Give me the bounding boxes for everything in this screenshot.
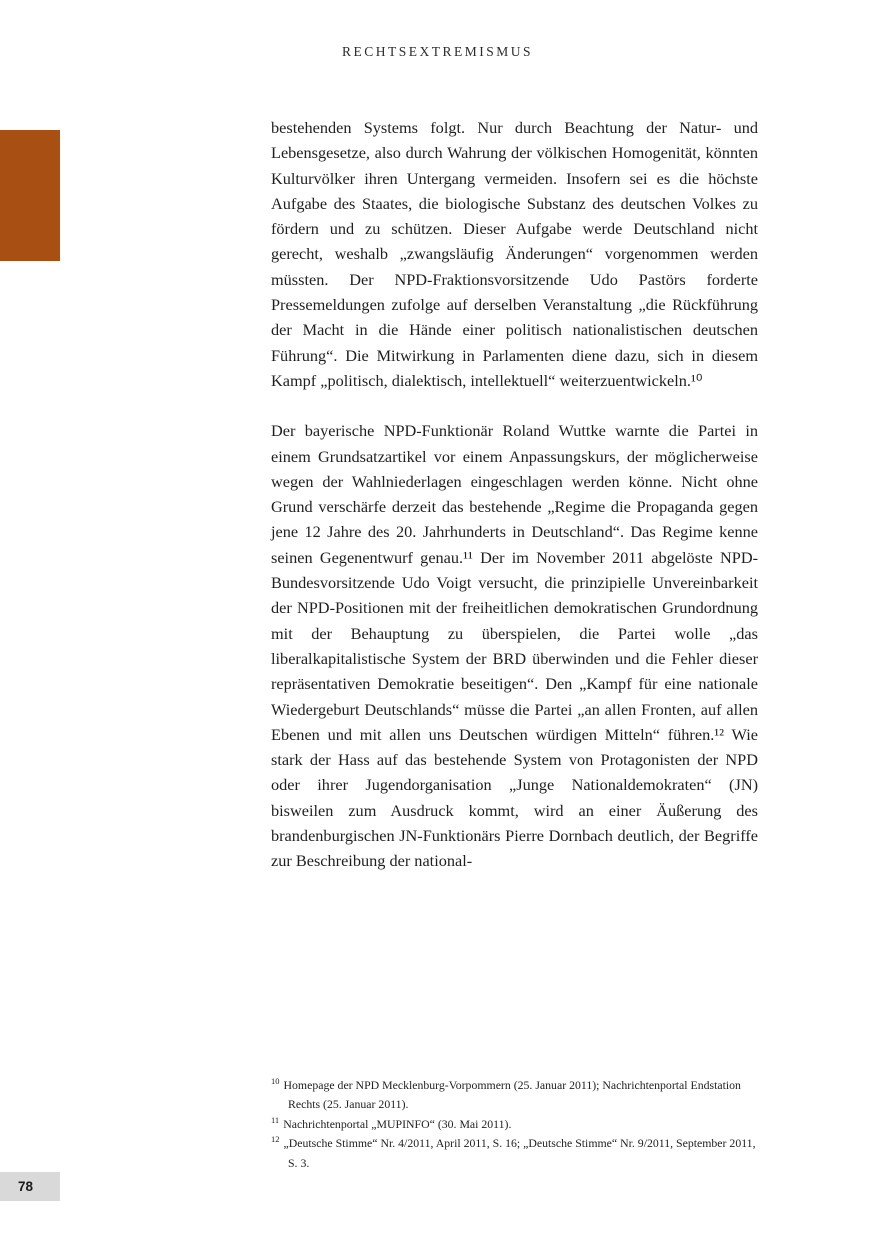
footnote-number: 10	[271, 1076, 280, 1087]
footnotes	[271, 1076, 761, 1173]
footnote-text: Homepage der NPD Mecklenburg-Vorpommern (25. Januar 2011); Nachrichtenportal Endstation Rechts (25. Januar 2011).	[283, 1078, 741, 1112]
footnote-number: 11	[271, 1114, 280, 1125]
footnote-number: 12	[271, 1134, 280, 1145]
footnote-text: „Deutsche Stimme“ Nr. 4/2011, April 2011, S. 16; „Deutsche Stimme“ Nr. 9/2011, September 2011, S. 3.	[283, 1136, 756, 1170]
footnote	[271, 1134, 761, 1173]
footnote	[271, 1076, 761, 1115]
running-head: RECHTSEXTREMISMUS	[341, 44, 534, 59]
chapter-tab-marker	[0, 130, 60, 261]
body-paragraph: Der bayerische NPD-Funktionär Roland Wuttke warnte die Partei in einem Grundsatzartikel vor einem Anpassungskurs, der möglicherweise wegen der Wahlniederlagen eingeschlagen werden könne. Nicht ohne Grund verschärfe derzeit das bestehende „Regime die Propaganda gegen jene 12 Jahre des 20. Jahrhunderts in Deutschland“. Das Regime kenne seinen Gegenentwurf genau.¹¹ Der im November 2011 abgelöste NPD-Bundesvorsitzende Udo Voigt versucht, die prinzipielle Unvereinbarkeit der NPD-Positionen mit der freiheitlichen demokratischen Grundordnung mit der Behauptung zu überspielen, die Partei wolle „das liberalkapitalistische System der BRD überwinden und die Fehler dieser repräsentativen Demokratie beseitigen“. Den „Kampf für eine nationale Wiedergeburt Deutschlands“ müsse die Partei „an allen Fronten, auf allen Ebenen und mit allen uns Deutschen würdigen Mitteln“ führen.¹² Wie stark der Hass auf das bestehende System von Protagonisten der NPD oder ihrer Jugendorganisation „Junge Nationaldemokraten“ (JN) bisweilen zum Ausdruck kommt, wird an einer Äußerung des brandenburgischen JN-Funktionärs Pierre Dornbach deutlich, der Begriffe zur Beschreibung der national-	[271, 421, 758, 871]
footnote	[271, 1115, 761, 1134]
body-text	[271, 115, 758, 874]
page-number	[0, 1172, 60, 1201]
body-paragraph: bestehenden Systems folgt. Nur durch Beachtung der Natur- und Lebensgesetze, also durch Wahrung der völkischen Homogenität, könnten Kulturvölker ihren Untergang vermeiden. Insofern sei es die höchste Aufgabe des Staates, die biologische Substanz des deutschen Volkes zu fördern und zu schützen. Dieser Aufgabe werde Deutschland nicht gerecht, weshalb „zwangsläufig Änderungen“ vorgenommen werden müssten. Der NPD-Fraktionsvorsitzende Udo Pastörs forderte Pressemeldungen zufolge auf derselben Veranstaltung „die Rückführung der Macht in die Hände einer politisch nationalistischen deutschen Führung“. Die Mitwirkung in Parlamenten diene dazu, sich in diesem Kampf „politisch, dialektisch, intellektuell“ weiterzuentwickeln.¹⁰	[271, 118, 758, 390]
page-number-label: 78	[18, 1179, 34, 1194]
footnote-text: Nachrichtenportal „MUPINFO“ (30. Mai 2011).	[283, 1116, 512, 1131]
